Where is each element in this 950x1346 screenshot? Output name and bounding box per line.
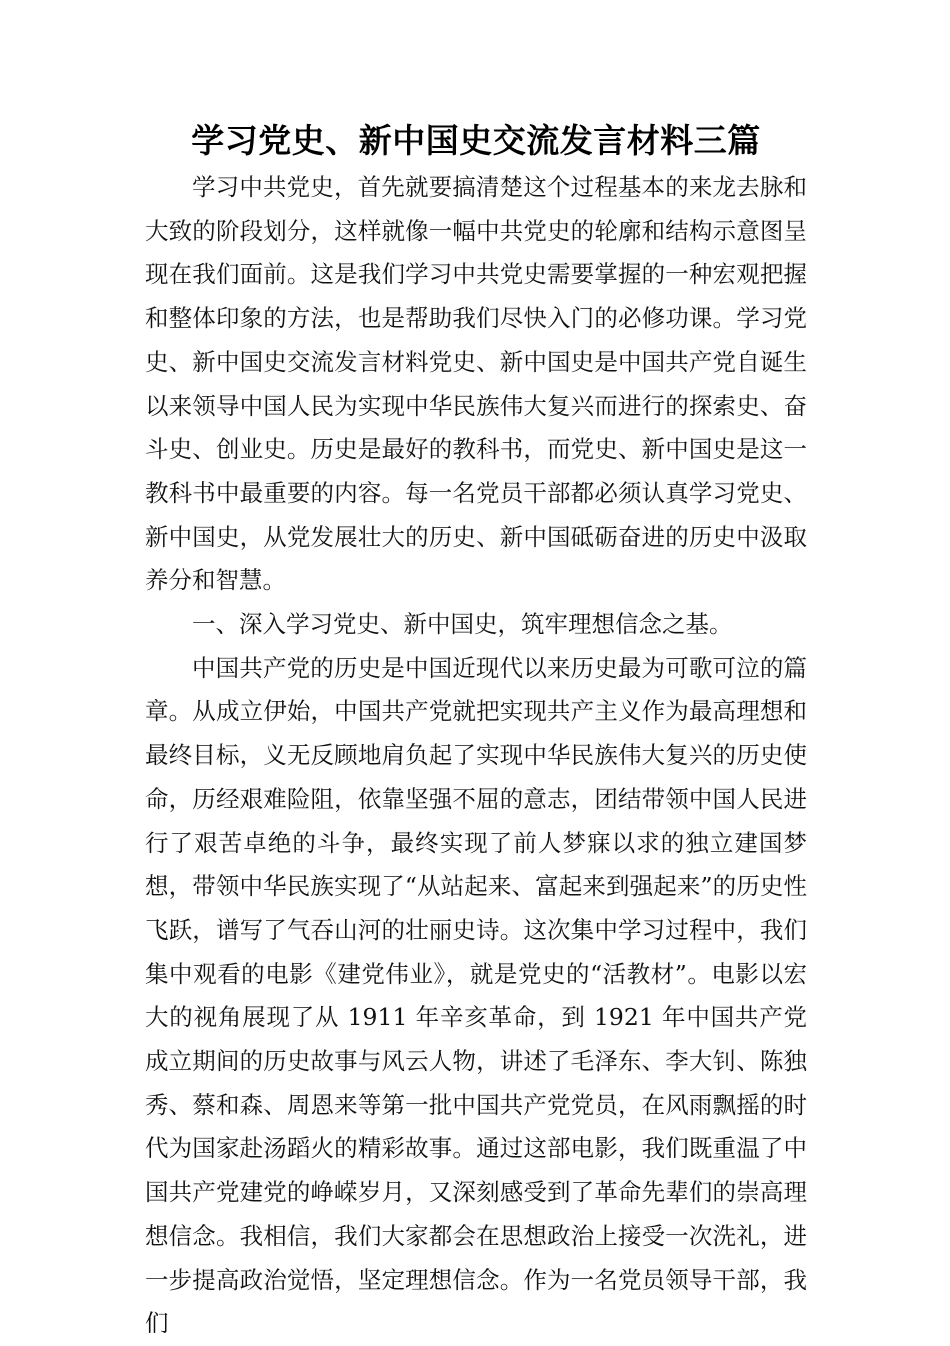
document-body (145, 166, 807, 1346)
document-title: 学习党史、新中国史交流发言材料三篇 (191, 121, 761, 160)
paragraph-section-1: 中国共产党的历史是中国近现代以来历史最为可歌可泣的篇章。从成立伊始，中国共产党就把实现共产主义作为最高理想和最终目标，义无反顾地肩负起了实现中华民族伟大复兴的历史使命，历经艰难险阻，依靠坚强不屈的意志，团结带领中国人民进行了艰苦卓绝的斗争，最终实现了前人梦寐以求的独立建国梦想，带领中华民族实现了“从站起来、富起来到强起来”的历史性飞跃，谱写了气吞山河的壮丽史诗。这次集中学习过程中，我们集中观看的电影《建党伟业》，就是党史的“活教材”。电影以宏大的视角展现了从 1911 年辛亥革命，到 1921 年中国共产党成立期间的历史故事与风云人物，讲述了毛泽东、李大钊、陈独秀、蔡和森、周恩来等第一批中国共产党党员，在风雨飘摇的时代为国家赴汤蹈火的精彩故事。通过这部电影，我们既重温了中国共产党建党的峥嵘岁月，又深刻感受到了革命先辈们的崇高理想信念。我相信，我们大家都会在思想政治上接受一次洗礼，进一步提高政治觉悟，坚定理想信念。作为一名党员领导干部，我们 (145, 653, 807, 1338)
section-heading-1: 一、深入学习党史、新中国史，筑牢理想信念之基。 (192, 610, 733, 639)
paragraph-intro: 学习中共党史，首先就要搞清楚这个过程基本的来龙去脉和大致的阶段划分，这样就像一幅中共党史的轮廓和结构示意图呈现在我们面前。这是我们学习中共党史需要掌握的一种宏观把握和整体印象的方法，也是帮助我们尽快入门的必修功课。学习党史、新中国史交流发言材料党史、新中国史是中国共产党自诞生以来领导中国人民为实现中华民族伟大复兴而进行的探索史、奋斗史、创业史。历史是最好的教科书，而党史、新中国史是这一教科书中最重要的内容。每一名党员干部都必须认真学习党史、新中国史，从党发展壮大的历史、新中国砥砺奋进的历史中汲取养分和智慧。 (145, 173, 807, 595)
